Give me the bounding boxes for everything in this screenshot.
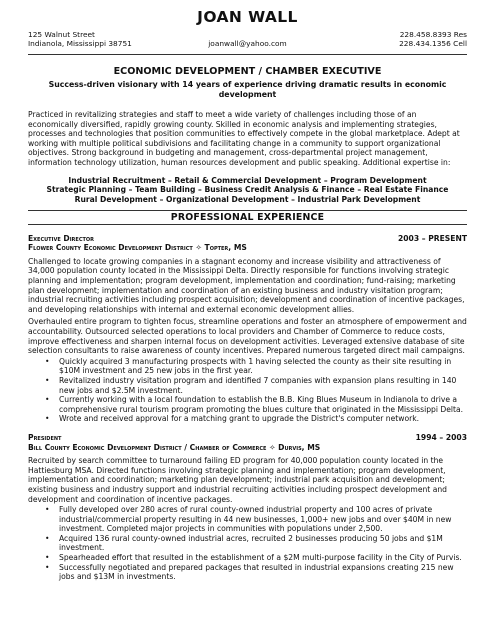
list-item-text: Revitalized industry visitation program and identified 7 companies with expansion plans resulting in 140 new jobs and $2.5M investment.	[59, 375, 457, 395]
job-dates: 1994 – 2003	[415, 432, 467, 442]
list-item	[28, 395, 467, 414]
list-item	[28, 357, 467, 376]
expertise-line: Strategic Planning – Team Building – Business Credit Analysis & Finance – Real Estate Finance	[46, 185, 449, 195]
achievement-list	[28, 357, 467, 424]
expertise-list	[28, 176, 467, 205]
address-line-2: Indianola, Mississippi 38751	[28, 39, 132, 48]
job-employer-line	[28, 443, 467, 453]
bullet-icon: •	[45, 505, 50, 515]
email-link[interactable]: joanwall@yahoo.com	[208, 39, 287, 48]
list-item	[28, 534, 467, 553]
list-item	[28, 414, 467, 424]
bullet-icon: •	[45, 375, 50, 385]
job-description: Overhauled entire program to tighten focus, streamline operations and foster an atmosphere of empowerment and accountability. Outsourced selected operations to local providers and Chamber of Commerce to reduce costs, improve effectiveness and sharpen internal focus on development activities. Leveraged extensive database of site selection consultants to raise awareness of county incentives. Prepared numerous targeted direct mail campaigns.	[28, 317, 467, 356]
list-item-text: Acquired 136 rural county-owned industrial acres, recruited 2 businesses producing 50 jobs and $1M investment.	[59, 533, 443, 553]
bullet-icon: •	[45, 562, 50, 572]
phone-cell: 228.434.1356 Cell	[399, 39, 467, 48]
contact-block	[28, 30, 467, 52]
list-item-text: Fully developed over 280 acres of rural county-owned industrial property and 100 acres of private industrial/commercial property resulting in 44 new businesses, 1,000+ new jobs and over $40M in new investment. Completed major projects in communities with populations under 2,500.	[59, 505, 452, 534]
job-dates: 2003 – PRESENT	[397, 233, 467, 243]
summary-paragraph: Practiced in revitalizing strategies and staff to meet a wide variety of challenges including those of an economically diversified, rapidly growing county. Skilled in economic analysis and implementing strategies, processes and technologies that position communities to effectively compete in the global marketplace. Adept at working with multiple political subdivisions and facilitating change in a community to support organizational objectives. Strong background in budgeting and management, cross-departmental project management, information technology utilization, human resources development and public speaking. Additional expertise in:	[28, 110, 460, 167]
list-item-text: Successfully negotiated and prepared packages that resulted in industrial expansions creating 215 new jobs and $13M in investments.	[59, 562, 454, 582]
job-header	[28, 433, 467, 452]
list-item-text: Quickly acquired 3 manufacturing prospects with 1 having selected the county as their site resulting in $10M investment and 25 new jobs in the first year.	[59, 356, 452, 376]
job-location: Durvis, MS	[278, 442, 321, 452]
expertise-line: Rural Development – Organizational Development – Industrial Park Development	[74, 194, 421, 204]
job-title: Executive Director	[28, 233, 94, 243]
diamond-separator-icon: ✧	[269, 442, 276, 452]
bullet-icon: •	[45, 395, 50, 405]
phone-res: 228.458.8393 Res	[399, 30, 467, 39]
list-item-text: Wrote and received approval for a matching grant to upgrade the District's computer network.	[59, 414, 420, 424]
list-item	[28, 376, 467, 395]
list-item	[28, 563, 467, 582]
candidate-name: JOAN WALL	[197, 8, 298, 26]
bullet-icon: •	[45, 414, 50, 424]
diamond-separator-icon: ✧	[195, 243, 202, 253]
job-employer-line	[28, 243, 467, 253]
bullet-icon: •	[45, 553, 50, 563]
job-description: Challenged to locate growing companies in a stagnant economy and increase visibility and attractiveness of 34,000 population county located in the Mississippi Delta. Directly responsible for functions involving strategic planning and implementation; program development, implementation and coordination; fund-raising; marketing plan development; implementation and coordination of an existing business and industry visitation program; industrial recruiting activities including prospect acquisition; development and coordination of incentive packages, and developing relationships with internal and external economic development allies.	[28, 256, 465, 314]
list-item	[28, 505, 467, 534]
header-divider	[28, 54, 467, 55]
job-organization: Bill County Economic Development District / Chamber of Commerce	[28, 442, 267, 452]
job-header	[28, 234, 467, 253]
address-line-1: 125 Walnut Street	[28, 30, 95, 39]
bullet-icon: •	[45, 533, 50, 543]
achievement-list	[28, 505, 467, 582]
bullet-icon: •	[45, 356, 50, 366]
phone-numbers	[399, 30, 467, 48]
job-location: Topter, MS	[204, 243, 247, 253]
list-item-text: Spearheaded effort that resulted in the establishment of a $2M multi-purpose facility in the City of Purvis.	[59, 553, 462, 563]
section-heading-experience: PROFESSIONAL EXPERIENCE	[28, 210, 467, 225]
job-title: President	[28, 432, 62, 442]
job-description: Recruited by search committee to turnaround failing ED program for 40,000 population county located in the Hattiesburg MSA. Directed functions involving strategic planning and implementation; program development, implementation and coordination; marketing plan development; industrial park acquisition and development; existing business and industry support and industrial recruiting activities including prospect development and development and coordination of incentive packages.	[28, 456, 447, 504]
tagline: Success-driven visionary with 14 years of experience driving dramatic results in economic development	[48, 80, 447, 99]
expertise-line: Industrial Recruitment – Retail & Commercial Development – Program Development	[68, 175, 427, 185]
job-organization: Flower County Economic Development District	[28, 243, 193, 253]
headline: ECONOMIC DEVELOPMENT / CHAMBER EXECUTIVE	[113, 66, 382, 77]
list-item	[28, 553, 467, 563]
list-item-text: Currently working with a local foundation to establish the B.B. King Blues Museum in Indianola to drive a comprehensive rural tourism program promoting the blues culture that originated in the Mississippi Delta.	[59, 395, 464, 414]
